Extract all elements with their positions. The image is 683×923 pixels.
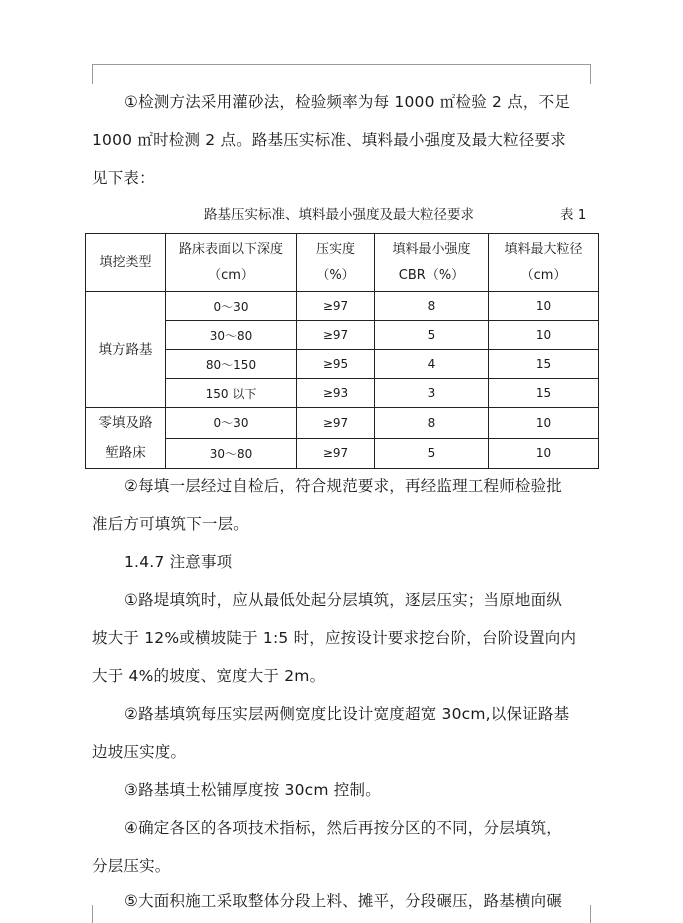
fill-type-text: 堑路床 [105, 445, 146, 461]
paragraph-line: ③路基填土松铺厚度按 30cm 控制。 [124, 781, 381, 799]
header-text: 填料最小强度 [392, 241, 471, 257]
table-cell: 4 [375, 350, 489, 379]
paragraph-line: 分层压实。 [92, 857, 171, 875]
page-margin-mark-top-left [92, 64, 93, 84]
table-cell: 0～30 [166, 408, 297, 439]
header-cell [375, 234, 489, 292]
table-cell: ≥97 [297, 321, 375, 350]
header-text: 填挖类型 [99, 254, 152, 270]
fill-type-cell [86, 408, 166, 469]
header-cell [166, 234, 297, 292]
table-row [86, 408, 599, 439]
paragraph-line: 大于 4%的坡度、宽度大于 2m。 [92, 667, 326, 685]
header-unit: （cm） [520, 267, 567, 283]
page-margin-mark-top [92, 64, 591, 65]
header-unit: （cm） [208, 267, 254, 283]
table-row [86, 292, 599, 321]
table-cell: 80～150 [166, 350, 297, 379]
paragraph-line: ①路堤填筑时，应从最低处起分层填筑，逐层压实；当原地面纵 [124, 591, 562, 609]
paragraph-line: ①检测方法采用灌砂法，检验频率为每 1000 ㎡检验 2 点，不足 [124, 93, 571, 111]
paragraph-line: 边坡压实度。 [92, 743, 187, 761]
table-caption-title: 路基压实标准、填料最小强度及最大粒径要求 [204, 207, 474, 223]
header-text: 路床表面以下深度 [178, 241, 283, 257]
table-cell: 5 [375, 321, 489, 350]
compaction-standards-table [85, 233, 599, 469]
paragraph-line: 准后方可填筑下一层。 [92, 515, 250, 533]
table-cell: 15 [489, 350, 599, 379]
page-margin-mark-top-right [590, 64, 591, 84]
table-cell: ≥97 [297, 408, 375, 439]
table-cell: ≥97 [297, 292, 375, 321]
header-cell [489, 234, 599, 292]
header-text: 填料最大粒径 [504, 241, 583, 257]
table-cell: 10 [489, 321, 599, 350]
header-cell [86, 234, 166, 292]
table-cell: 8 [375, 292, 489, 321]
table-cell: 10 [489, 292, 599, 321]
paragraph-line: 1000 ㎡时检测 2 点。路基压实标准、填料最小强度及最大粒径要求 [92, 131, 566, 149]
table-cell: 3 [375, 379, 489, 408]
table-cell: 0～30 [166, 292, 297, 321]
table-cell: 150 以下 [166, 379, 297, 408]
table-cell: 5 [375, 438, 489, 469]
table-header-row [86, 234, 599, 292]
header-cell [297, 234, 375, 292]
table-cell: 8 [375, 408, 489, 439]
table-caption-number: 表 1 [560, 207, 587, 223]
section-heading: 1.4.7 注意事项 [124, 553, 233, 571]
header-unit: （%） [316, 267, 355, 283]
paragraph-line: ④确定各区的各项技术指标，然后再按分区的不同，分层填筑， [124, 819, 562, 837]
fill-type-cell [86, 292, 166, 408]
table-cell: 10 [489, 408, 599, 439]
paragraph-line: ②每填一层经过自检后，符合规范要求，再经监理工程师检验批 [124, 477, 562, 495]
paragraph-line: 坡大于 12%或横坡陡于 1:5 时，应按设计要求挖台阶，台阶设置向内 [92, 629, 577, 647]
table-cell: 15 [489, 379, 599, 408]
table-cell: 10 [489, 438, 599, 469]
table-cell: ≥95 [297, 350, 375, 379]
table-cell: 30～80 [166, 321, 297, 350]
table-cell: 30～80 [166, 438, 297, 469]
fill-type-text: 填方路基 [98, 341, 153, 358]
paragraph-line: ②路基填筑每压实层两侧宽度比设计宽度超宽 30cm,以保证路基 [124, 705, 570, 723]
fill-type-text: 零填及路 [98, 415, 153, 431]
table-caption [92, 204, 592, 226]
paragraph-line: ⑤大面积施工采取整体分段上料、摊平，分段碾压，路基横向碾 [124, 892, 562, 910]
paragraph-line: 见下表： [92, 169, 155, 187]
table-cell: ≥93 [297, 379, 375, 408]
table-cell: ≥97 [297, 438, 375, 469]
header-unit: CBR（%） [398, 267, 465, 283]
header-text: 压实度 [315, 241, 355, 257]
